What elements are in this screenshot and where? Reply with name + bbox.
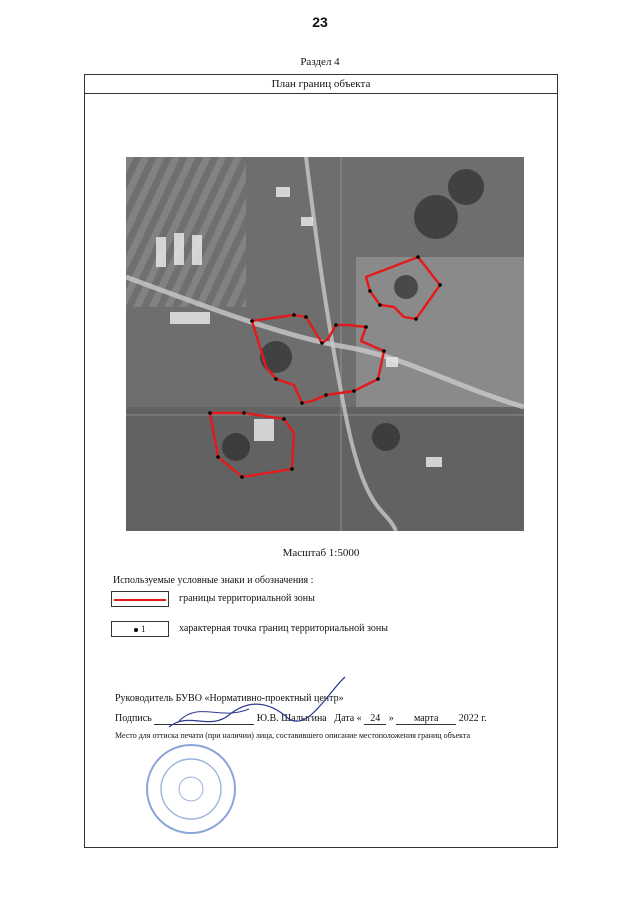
head-line: Руководитель БУВО «Нормативно-проектный центр» <box>115 693 344 704</box>
sign-label: Подпись <box>115 713 152 724</box>
handwritten-signature <box>149 671 349 741</box>
date-close-quote: » <box>388 713 394 724</box>
legend-title: Используемые условные знаки и обозначения : <box>113 575 314 586</box>
date-label: Дата « <box>334 713 362 724</box>
red-line-icon <box>111 591 169 607</box>
point-sample-label: 1 <box>141 624 146 634</box>
aerial-map <box>126 157 524 531</box>
map-scale: Масштаб 1:5000 <box>282 547 360 559</box>
plan-title: План границ объекта <box>85 75 557 94</box>
section-title: Раздел 4 <box>300 56 340 68</box>
point-marker-icon <box>111 621 169 637</box>
date-year: 2022 г. <box>458 713 487 724</box>
round-stamp <box>143 741 239 837</box>
stamp-note: Место для оттиска печати (при наличии) лица, составившего описание местоположения границ объекта <box>115 731 471 740</box>
map-svg <box>126 157 524 531</box>
document-frame <box>84 74 558 848</box>
date-month: марта <box>396 713 456 725</box>
legend-label: характерная точка границ территориальной зоны <box>179 623 388 634</box>
legend-label: границы территориальной зоны <box>179 593 315 604</box>
page-number: 23 <box>312 14 328 30</box>
signer-name: Ю.В. Шалыгина <box>256 713 327 724</box>
date-day: 24 <box>364 713 386 725</box>
